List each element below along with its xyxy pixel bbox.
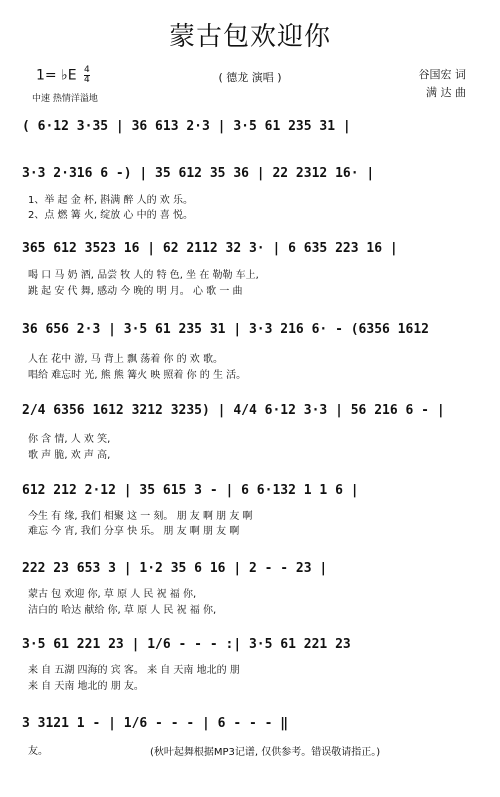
tempo-marking: 中速 热情洋溢地: [32, 94, 98, 104]
lyricist-credit: 谷国宏 词: [418, 68, 466, 81]
key-signature: [36, 66, 90, 85]
notation-line-6: 612 212 2·12 | 35 615 3 - | 6 6·132 1 1 6 |: [22, 483, 359, 498]
lyric-line-3-verse-1: 喝 口 马 奶 酒, 品尝 牧 人的 特 色, 坐 在 勒勒 车上,: [28, 270, 259, 281]
lyric-line-4-verse-1: 人在 花中 游, 马 背上 飘 荡着 你 的 欢 歌。: [28, 354, 223, 365]
transcription-footnote: (秋叶起舞根据MP3记谱, 仅供参考。错误敬请指正。): [150, 747, 381, 758]
notation-line-2: 3·3 2·316 6 -) | 35 612 35 36 | 22 2312 16· |: [22, 166, 375, 181]
lyric-line-9-verse-1: 友。: [28, 746, 48, 757]
song-title: 蒙古包欢迎你: [168, 22, 331, 52]
lyric-line-4-verse-2: 唱给 难忘时 光, 熊 熊 篝火 映 照着 你 的 生 活。: [28, 370, 247, 381]
notation-line-8: 3·5 61 221 23 | 1/6 - - - :| 3·5 61 221 23: [22, 637, 351, 652]
lyric-line-8-verse-1: 来 自 五湖 四海的 宾 客。 来 自 天南 地北的 朋: [28, 665, 240, 676]
lyric-line-7-verse-1: 蒙古 包 欢迎 你, 草 原 人 民 祝 福 你,: [28, 589, 197, 600]
lyric-line-2-verse-2: 2、点 燃 篝 火, 绽放 心 中的 喜 悦。: [28, 210, 193, 221]
singer-credit: ( 德龙 演唱 ): [218, 71, 282, 84]
lyric-line-5-verse-2: 歌 声 脆, 欢 声 高,: [28, 450, 111, 461]
lyric-line-7-verse-2: 洁白的 哈达 献给 你, 草 原 人 民 祝 福 你,: [28, 605, 217, 616]
composer-credit: 满 达 曲: [426, 86, 466, 99]
time-signature: [84, 66, 90, 85]
time-signature-top: 4: [84, 65, 90, 75]
notation-line-9: 3 3121 1 - | 1/6 - - - | 6 - - - ‖: [22, 716, 289, 731]
notation-line-4: 36 656 2·3 | 3·5 61 235 31 | 3·3 216 6· - (6356 1612: [22, 322, 429, 337]
notation-line-5: 2/4 6356 1612 3212 3235) | 4/4 6·12 3·3 | 56 216 6 - |: [22, 403, 445, 418]
lyric-line-6-verse-2: 难忘 今 宵, 我们 分享 快 乐。 朋 友 啊 朋 友 啊: [28, 526, 240, 537]
key-text: 1= ♭E: [36, 67, 77, 84]
notation-line-3: 365 612 3523 16 | 62 2112 32 3· | 6 635 223 16 |: [22, 241, 398, 256]
lyric-line-2-verse-1: 1、举 起 金 杯, 斟满 醉 人的 欢 乐。: [28, 195, 193, 206]
lyric-line-8-verse-2: 来 自 天南 地北的 朋 友。: [28, 681, 144, 692]
notation-line-7: 222 23 653 3 | 1·2 35 6 16 | 2 - - 23 |: [22, 561, 328, 576]
time-signature-bottom: 4: [84, 75, 90, 85]
lyric-line-3-verse-2: 跳 起 安 代 舞, 感动 今 晚的 明 月。 心 歌 一 曲: [28, 286, 243, 297]
notation-line-1: ( 6·12 3·35 | 36 613 2·3 | 3·5 61 235 31 |: [22, 119, 351, 134]
lyric-line-5-verse-1: 你 含 情, 人 欢 笑,: [28, 434, 111, 445]
lyric-line-6-verse-1: 今生 有 缘, 我们 相聚 这 一 刻。 朋 友 啊 朋 友 啊: [28, 511, 253, 522]
